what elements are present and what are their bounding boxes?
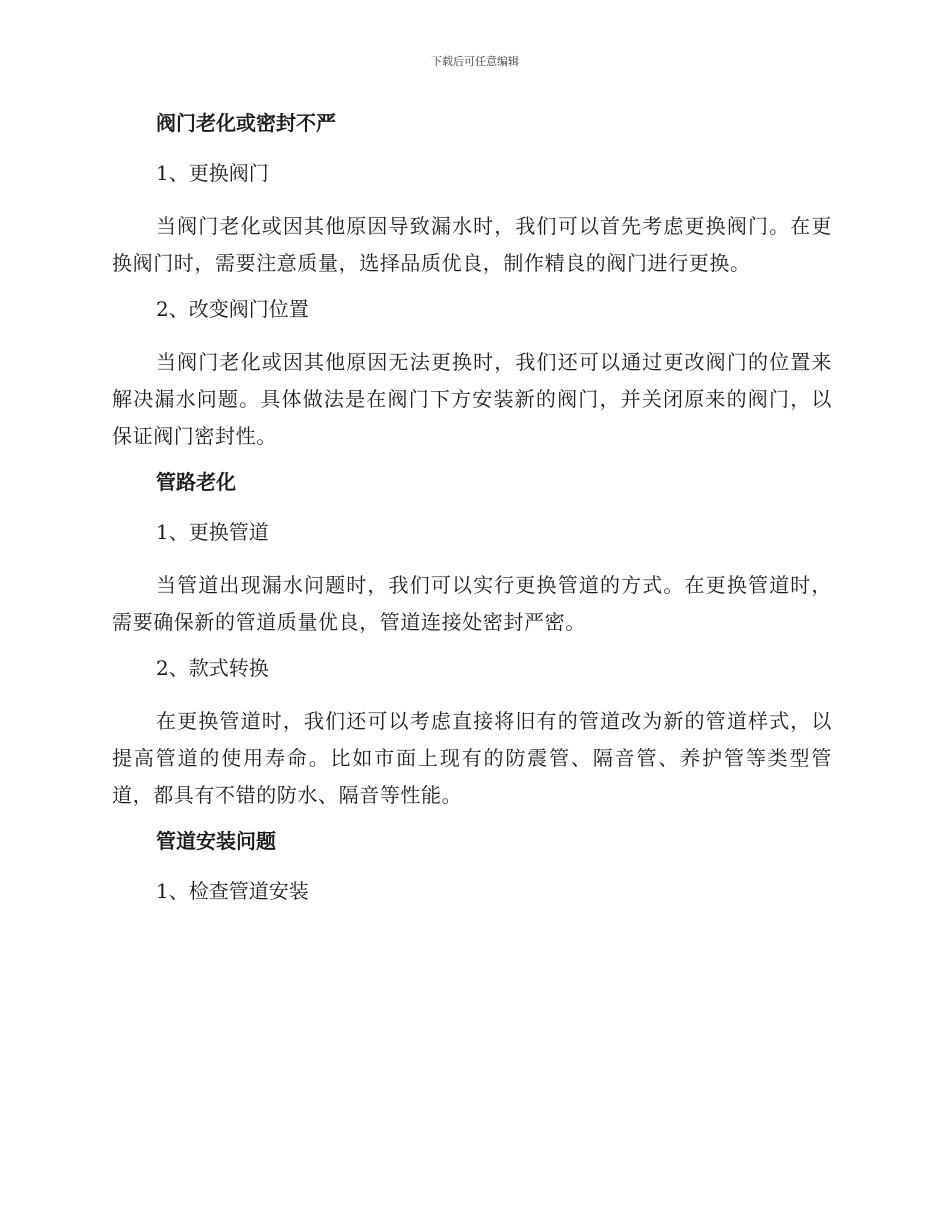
- document-body: [112, 108, 832, 926]
- item-paragraph: 当阀门老化或因其他原因无法更换时，我们还可以通过更改阀门的位置来解决漏水问题。具体做法是在阀门下方安装新的阀门，并关闭原来的阀门，以保证阀门密封性。: [112, 350, 832, 448]
- section-pipe-install: [112, 826, 832, 906]
- item-paragraph: 在更换管道时，我们还可以考虑直接将旧有的管道改为新的管道样式，以提高管道的使用寿命。比如市面上现有的防震管、隔音管、养护管等类型管道，都具有不错的防水、隔音等性能。: [112, 709, 832, 807]
- item-paragraph: 当阀门老化或因其他原因导致漏水时，我们可以首先考虑更换阀门。在更换阀门时，需要注意质量，选择品质优良，制作精良的阀门进行更换。: [112, 214, 832, 275]
- section-pipe-aging: [112, 467, 832, 814]
- item-title: 1、检查管道安装: [156, 879, 309, 903]
- item-paragraph: 当管道出现漏水问题时，我们可以实行更换管道的方式。在更换管道时，需要确保新的管道质量优良，管道连接处密封严密。: [112, 573, 832, 634]
- item-title: 1、更换阀门: [156, 161, 269, 185]
- item-title: 2、改变阀门位置: [156, 297, 309, 321]
- item-title: 1、更换管道: [156, 520, 269, 544]
- page-header: 下载后可任意编辑: [431, 55, 519, 68]
- section-valve: [112, 108, 832, 455]
- item-title: 2、款式转换: [156, 656, 269, 680]
- section-heading: 管道安装问题: [156, 829, 276, 853]
- section-heading: 阀门老化或密封不严: [156, 111, 336, 135]
- section-heading: 管路老化: [156, 470, 236, 494]
